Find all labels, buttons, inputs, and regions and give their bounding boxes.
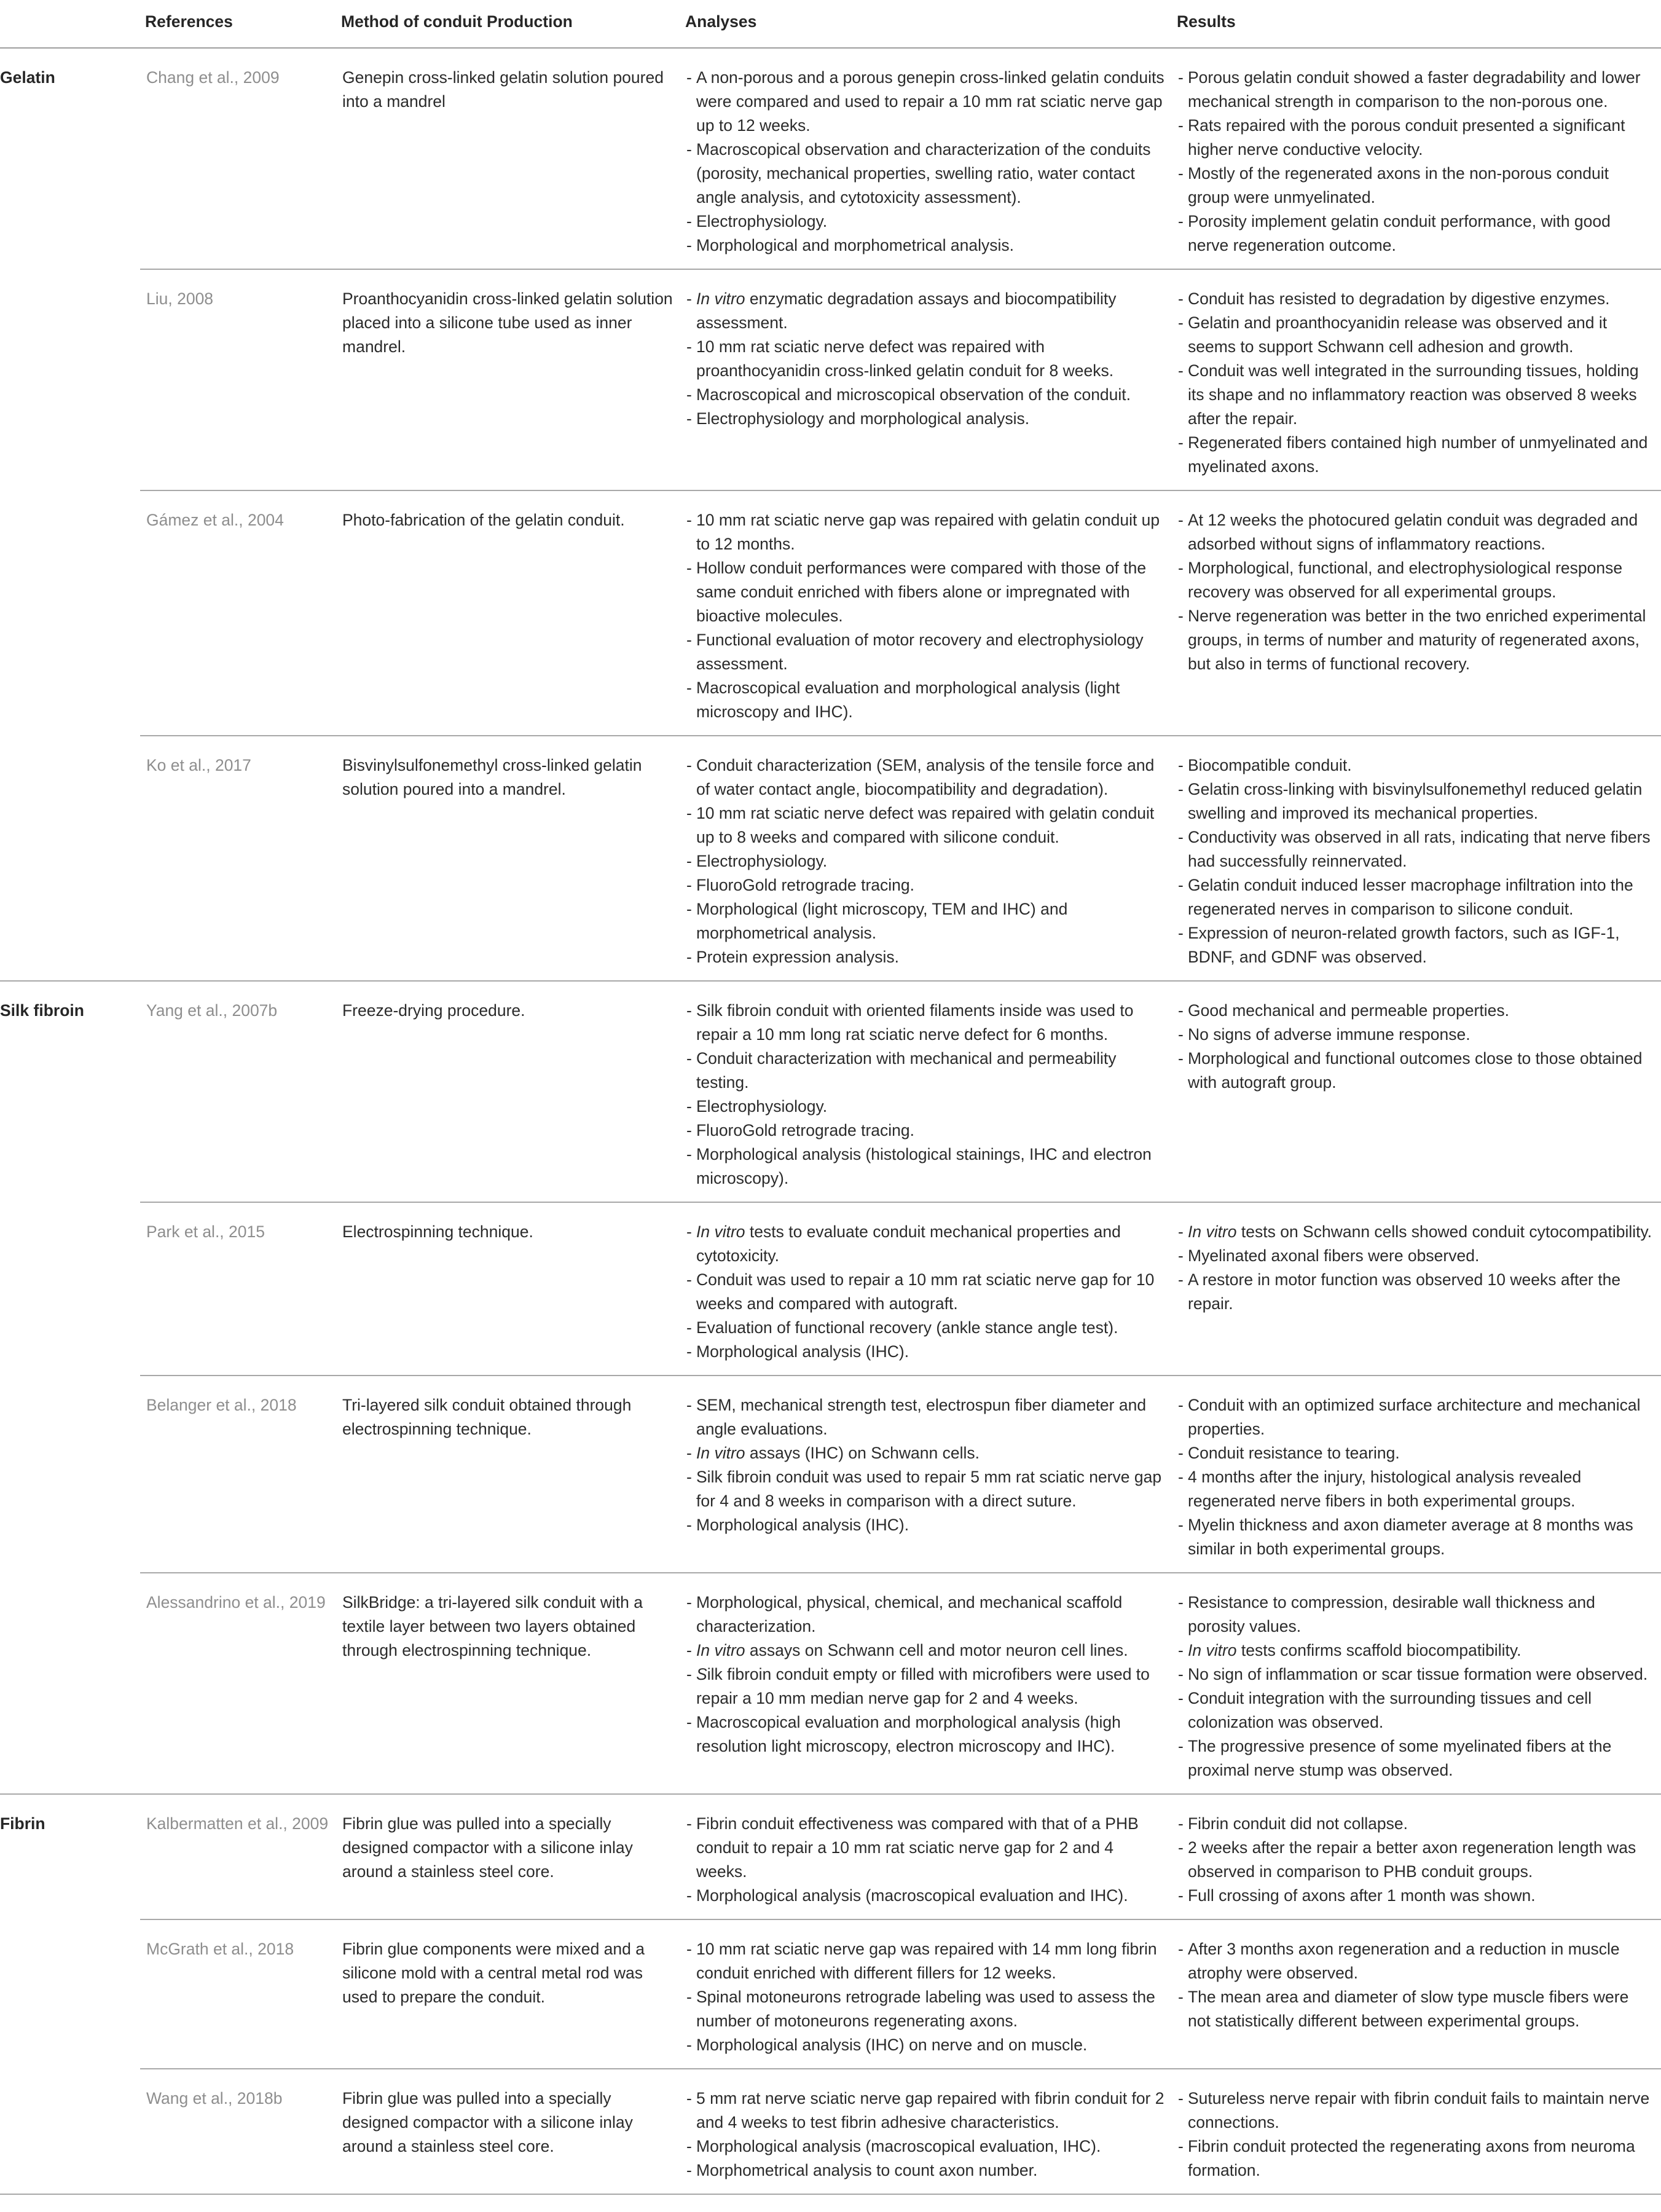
table-row <box>0 736 1661 981</box>
analysis-item: - A non-porous and a porous genepin cross-linked gelatin conduits were compared and used to repair a 10 mm rat sciatic nerve gap up to 12 weeks. <box>686 66 1166 138</box>
analysis-item: - Silk fibroin conduit was used to repair 5 mm rat sciatic nerve gap for 4 and 8 weeks in comparison with a direct suture. <box>686 1465 1166 1513</box>
reference-cell: Alessandrino et al., 2019 <box>140 1573 336 1794</box>
analysis-list <box>686 287 1166 431</box>
analysis-list <box>686 66 1166 258</box>
reference-cell: Park et al., 2015 <box>140 1202 336 1376</box>
result-list <box>1178 999 1655 1095</box>
analysis-list <box>686 1393 1166 1537</box>
analysis-item: - Electrophysiology. <box>686 1095 1166 1119</box>
result-item: - Morphological, functional, and electrophysiological response recovery was observed for all experimental groups. <box>1178 556 1655 604</box>
method-cell: Tri-layered silk conduit obtained through electrospinning technique. <box>336 1376 680 1573</box>
analysis-item: - Conduit characterization with mechanical and permeability testing. <box>686 1047 1166 1095</box>
result-item: - Conduit resistance to tearing. <box>1178 1441 1655 1465</box>
analysis-list <box>686 1937 1166 2057</box>
material-cell: Silk fibroin <box>0 1001 84 1020</box>
analysis-item: - Morphological analysis (IHC). <box>686 1513 1166 1537</box>
analysis-item: - 10 mm rat sciatic nerve gap was repaired with 14 mm long fibrin conduit enriched with different fillers for 12 weeks. <box>686 1937 1166 1985</box>
analysis-item: - 10 mm rat sciatic nerve gap was repaired with gelatin conduit up to 12 months. <box>686 508 1166 556</box>
reference-cell: Yang et al., 2007b <box>140 981 336 1202</box>
analysis-item: - 5 mm rat nerve sciatic nerve gap repaired with fibrin conduit for 2 and 4 weeks to test fibrin adhesive characteristics. <box>686 2087 1166 2135</box>
results-cell <box>1172 1376 1661 1573</box>
result-item: - Mostly of the regenerated axons in the non-porous conduit group were unmyelinated. <box>1178 162 1655 210</box>
analysis-list <box>686 2087 1166 2182</box>
header-analyses: Analyses <box>680 4 1172 48</box>
analysis-item: - Silk fibroin conduit empty or filled with microfibers were used to repair a 10 mm median nerve gap for 2 and 4 weeks. <box>686 1663 1166 1710</box>
reference-cell: McGrath et al., 2018 <box>140 1919 336 2069</box>
analyses-cell <box>680 1794 1172 1919</box>
analysis-list <box>686 999 1166 1191</box>
analyses-cell <box>680 2069 1172 2194</box>
analysis-item: - Conduit characterization (SEM, analysis of the tensile force and of water contact angle, biocompatibility and degradation). <box>686 754 1166 801</box>
analyses-cell <box>680 48 1172 269</box>
result-list <box>1178 1591 1655 1782</box>
analysis-item: - Electrophysiology and morphological analysis. <box>686 407 1166 431</box>
analyses-cell <box>680 1202 1172 1376</box>
table-row <box>0 490 1661 736</box>
method-cell: Freeze-drying procedure. <box>336 981 680 1202</box>
result-item: - Fibrin conduit did not collapse. <box>1178 1812 1655 1836</box>
result-item: - Expression of neuron-related growth factors, such as IGF-1, BDNF, and GDNF was observed. <box>1178 921 1655 969</box>
conduit-table <box>0 4 1661 2195</box>
italic-prefix: In vitro <box>696 289 745 308</box>
analysis-item: - Protein expression analysis. <box>686 945 1166 969</box>
result-list <box>1178 754 1655 969</box>
results-cell <box>1172 48 1661 269</box>
result-item: - Morphological and functional outcomes close to those obtained with autograft group. <box>1178 1047 1655 1095</box>
result-item: - Gelatin conduit induced lesser macrophage infiltration into the regenerated nerves in comparison to silicone conduit. <box>1178 873 1655 921</box>
analysis-item: - Morphological, physical, chemical, and mechanical scaffold characterization. <box>686 1591 1166 1639</box>
analysis-list <box>686 754 1166 969</box>
header-results: Results <box>1172 4 1661 48</box>
analysis-item: - Macroscopical and microscopical observation of the conduit. <box>686 383 1166 407</box>
method-cell: Fibrin glue components were mixed and a silicone mold with a central metal rod was used to prepare the conduit. <box>336 1919 680 2069</box>
reference-cell: Gámez et al., 2004 <box>140 490 336 736</box>
table-row <box>0 1919 1661 2069</box>
result-item: - No sign of inflammation or scar tissue formation were observed. <box>1178 1663 1655 1687</box>
method-cell: Photo-fabrication of the gelatin conduit. <box>336 490 680 736</box>
analyses-cell <box>680 269 1172 490</box>
result-item: - Myelin thickness and axon diameter average at 8 months was similar in both experimental groups. <box>1178 1513 1655 1561</box>
results-cell <box>1172 1919 1661 2069</box>
result-list <box>1178 2087 1655 2182</box>
method-cell: SilkBridge: a tri-layered silk conduit with a textile layer between two layers obtained through electrospinning technique. <box>336 1573 680 1794</box>
reference-cell: Kalbermatten et al., 2009 <box>140 1794 336 1919</box>
table-row <box>0 1376 1661 1573</box>
analysis-item: - FluoroGold retrograde tracing. <box>686 1119 1166 1143</box>
table-row <box>0 2069 1661 2194</box>
result-item: - Porosity implement gelatin conduit performance, with good nerve regeneration outcome. <box>1178 210 1655 258</box>
analyses-cell <box>680 1573 1172 1794</box>
analysis-list <box>686 1591 1166 1758</box>
result-item: - Conduit has resisted to degradation by digestive enzymes. <box>1178 287 1655 311</box>
result-item: - After 3 months axon regeneration and a reduction in muscle atrophy were observed. <box>1178 1937 1655 1985</box>
results-cell <box>1172 1202 1661 1376</box>
analysis-item: - Evaluation of functional recovery (ankle stance angle test). <box>686 1316 1166 1340</box>
reference-cell: Chang et al., 2009 <box>140 48 336 269</box>
italic-prefix: S <box>696 1665 707 1683</box>
result-item: - The mean area and diameter of slow type muscle fibers were not statistically different between experimental groups. <box>1178 1985 1655 2033</box>
table-row <box>0 48 1661 269</box>
material-cell <box>0 1376 140 1573</box>
analysis-list <box>686 1812 1166 1908</box>
result-item: - Conduit with an optimized surface architecture and mechanical properties. <box>1178 1393 1655 1441</box>
italic-prefix: In vitro <box>696 1444 745 1462</box>
method-cell: Proanthocyanidin cross-linked gelatin solution placed into a silicone tube used as inner mandrel. <box>336 269 680 490</box>
method-cell: Fibrin glue was pulled into a specially designed compactor with a silicone inlay around a stainless steel core. <box>336 1794 680 1919</box>
italic-prefix: In vitro <box>1188 1222 1237 1241</box>
table-header <box>0 4 1661 48</box>
analysis-item: - 10 mm rat sciatic nerve defect was repaired with gelatin conduit up to 8 weeks and compared with silicone conduit. <box>686 801 1166 849</box>
results-cell <box>1172 1794 1661 1919</box>
result-item: - Good mechanical and permeable properties. <box>1178 999 1655 1023</box>
analysis-list <box>686 1220 1166 1364</box>
material-cell <box>0 269 140 490</box>
analysis-item: - Conduit was used to repair a 10 mm rat sciatic nerve gap for 10 weeks and compared with autograft. <box>686 1268 1166 1316</box>
result-item: - The progressive presence of some myelinated fibers at the proximal nerve stump was observed. <box>1178 1734 1655 1782</box>
material-cell <box>0 736 140 981</box>
analysis-item: - Electrophysiology. <box>686 849 1166 873</box>
result-item: - Rats repaired with the porous conduit presented a significant higher nerve conductive velocity. <box>1178 114 1655 162</box>
analyses-cell <box>680 736 1172 981</box>
result-list <box>1178 287 1655 479</box>
analysis-item: - Hollow conduit performances were compared with those of the same conduit enriched with fibers alone or impregnated with bioactive molecules. <box>686 556 1166 628</box>
analysis-item: - In vitro enzymatic degradation assays and biocompatibility assessment. <box>686 287 1166 335</box>
italic-prefix: In vitro <box>1188 1641 1237 1659</box>
analysis-item: - Morphological analysis (IHC) on nerve and on muscle. <box>686 2033 1166 2057</box>
result-item: - Fibrin conduit protected the regenerating axons from neuroma formation. <box>1178 2135 1655 2182</box>
material-cell <box>0 1202 140 1376</box>
result-list <box>1178 1393 1655 1561</box>
material-cell <box>0 2069 140 2194</box>
result-item: - Porous gelatin conduit showed a faster degradability and lower mechanical strength in comparison to the non-porous one. <box>1178 66 1655 114</box>
analysis-item: - Morphological analysis (IHC). <box>686 1340 1166 1364</box>
result-item: - Resistance to compression, desirable wall thickness and porosity values. <box>1178 1591 1655 1639</box>
result-item: - No signs of adverse immune response. <box>1178 1023 1655 1047</box>
table-row <box>0 1573 1661 1794</box>
material-cell <box>0 1919 140 2069</box>
analysis-item: - In vitro assays on Schwann cell and motor neuron cell lines. <box>686 1639 1166 1663</box>
result-item: - 4 months after the injury, histological analysis revealed regenerated nerve fibers in both experimental groups. <box>1178 1465 1655 1513</box>
analysis-item: - Fibrin conduit effectiveness was compared with that of a PHB conduit to repair a 10 mm rat sciatic nerve gap for 2 and 4 weeks. <box>686 1812 1166 1884</box>
result-item: - Myelinated axonal fibers were observed. <box>1178 1244 1655 1268</box>
analysis-item: - Morphological and morphometrical analysis. <box>686 234 1166 258</box>
header-references: References <box>140 4 336 48</box>
analysis-item: - In vitro tests to evaluate conduit mechanical properties and cytotoxicity. <box>686 1220 1166 1268</box>
analysis-item: - Electrophysiology. <box>686 210 1166 234</box>
analysis-item: - Silk fibroin conduit with oriented filaments inside was used to repair a 10 mm long rat sciatic nerve defect for 6 months. <box>686 999 1166 1047</box>
header-method: Method of conduit Production <box>336 4 680 48</box>
italic-prefix: In vitro <box>696 1222 745 1241</box>
result-item: - Conduit was well integrated in the surrounding tissues, holding its shape and no inflammatory reaction was observed 8 weeks after the repair. <box>1178 359 1655 431</box>
analysis-item: - FluoroGold retrograde tracing. <box>686 873 1166 897</box>
material-cell: Fibrin <box>0 1814 45 1833</box>
result-item: - Nerve regeneration was better in the two enriched experimental groups, in terms of number and maturity of regenerated axons, but also in terms of functional recovery. <box>1178 604 1655 676</box>
material-cell <box>0 490 140 736</box>
result-list <box>1178 1220 1655 1316</box>
result-item: - In vitro tests on Schwann cells showed conduit cytocompatibility. <box>1178 1220 1655 1244</box>
results-cell <box>1172 2069 1661 2194</box>
analysis-item: - In vitro assays (IHC) on Schwann cells. <box>686 1441 1166 1465</box>
result-list <box>1178 66 1655 258</box>
method-cell: Bisvinylsulfonemethyl cross-linked gelatin solution poured into a mandrel. <box>336 736 680 981</box>
method-cell: Genepin cross-linked gelatin solution poured into a mandrel <box>336 48 680 269</box>
table-body <box>0 48 1661 2194</box>
header-row <box>0 4 1661 48</box>
result-list <box>1178 1937 1655 2033</box>
reference-cell: Ko et al., 2017 <box>140 736 336 981</box>
analysis-item: - Morphological (light microscopy, TEM and IHC) and morphometrical analysis. <box>686 897 1166 945</box>
analysis-item: - Macroscopical observation and characterization of the conduits (porosity, mechanical properties, swelling ratio, water contact angle analysis, and cytotoxicity assessment). <box>686 138 1166 210</box>
result-list <box>1178 508 1655 676</box>
material-cell: Gelatin <box>0 68 55 87</box>
analysis-item: - Functional evaluation of motor recovery and electrophysiology assessment. <box>686 628 1166 676</box>
analyses-cell <box>680 981 1172 1202</box>
results-cell <box>1172 981 1661 1202</box>
table-row <box>0 1794 1661 1919</box>
analysis-item: - Morphometrical analysis to count axon number. <box>686 2159 1166 2182</box>
analysis-item: - Morphological analysis (histological stainings, IHC and electron microscopy). <box>686 1143 1166 1191</box>
analyses-cell <box>680 1919 1172 2069</box>
analyses-cell <box>680 490 1172 736</box>
result-item: - Regenerated fibers contained high number of unmyelinated and myelinated axons. <box>1178 431 1655 479</box>
table-row <box>0 269 1661 490</box>
analysis-item: - Morphological analysis (macroscopical evaluation and IHC). <box>686 1884 1166 1908</box>
material-cell <box>0 1573 140 1794</box>
result-item: - At 12 weeks the photocured gelatin conduit was degraded and adsorbed without signs of inflammatory reactions. <box>1178 508 1655 556</box>
result-item: - Gelatin cross-linking with bisvinylsulfonemethyl reduced gelatin swelling and improved its mechanical properties. <box>1178 777 1655 825</box>
italic-prefix: In vitro <box>696 1641 745 1659</box>
table-row <box>0 1202 1661 1376</box>
results-cell <box>1172 1573 1661 1794</box>
analysis-item: - Macroscopical evaluation and morphological analysis (light microscopy and IHC). <box>686 676 1166 724</box>
result-item: - Conductivity was observed in all rats, indicating that nerve fibers had successfully reinnervated. <box>1178 825 1655 873</box>
analysis-item: - Spinal motoneurons retrograde labeling was used to assess the number of motoneurons regenerating axons. <box>686 1985 1166 2033</box>
analysis-item: - SEM, mechanical strength test, electrospun fiber diameter and angle evaluations. <box>686 1393 1166 1441</box>
reference-cell: Belanger et al., 2018 <box>140 1376 336 1573</box>
result-item: - Conduit integration with the surrounding tissues and cell colonization was observed. <box>1178 1687 1655 1734</box>
result-item: - 2 weeks after the repair a better axon regeneration length was observed in comparison to PHB conduit groups. <box>1178 1836 1655 1884</box>
result-item: - Full crossing of axons after 1 month was shown. <box>1178 1884 1655 1908</box>
results-cell <box>1172 736 1661 981</box>
result-item: - Gelatin and proanthocyanidin release was observed and it seems to support Schwann cell adhesion and growth. <box>1178 311 1655 359</box>
results-cell <box>1172 269 1661 490</box>
analysis-item: - Macroscopical evaluation and morphological analysis (high resolution light microscopy, electron microscopy and IHC). <box>686 1710 1166 1758</box>
table-row <box>0 981 1661 1202</box>
result-list <box>1178 1812 1655 1908</box>
method-cell: Electrospinning technique. <box>336 1202 680 1376</box>
analyses-cell <box>680 1376 1172 1573</box>
result-item: - Biocompatible conduit. <box>1178 754 1655 777</box>
reference-cell: Liu, 2008 <box>140 269 336 490</box>
reference-cell: Wang et al., 2018b <box>140 2069 336 2194</box>
results-cell <box>1172 490 1661 736</box>
analysis-list <box>686 508 1166 724</box>
method-cell: Fibrin glue was pulled into a specially designed compactor with a silicone inlay around a stainless steel core. <box>336 2069 680 2194</box>
analysis-item: - Morphological analysis (macroscopical evaluation, IHC). <box>686 2135 1166 2159</box>
result-item: - In vitro tests confirms scaffold biocompatibility. <box>1178 1639 1655 1663</box>
analysis-item: - 10 mm rat sciatic nerve defect was repaired with proanthocyanidin cross-linked gelatin conduit for 8 weeks. <box>686 335 1166 383</box>
header-material <box>0 4 140 48</box>
result-item: - Sutureless nerve repair with fibrin conduit fails to maintain nerve connections. <box>1178 2087 1655 2135</box>
result-item: - A restore in motor function was observed 10 weeks after the repair. <box>1178 1268 1655 1316</box>
